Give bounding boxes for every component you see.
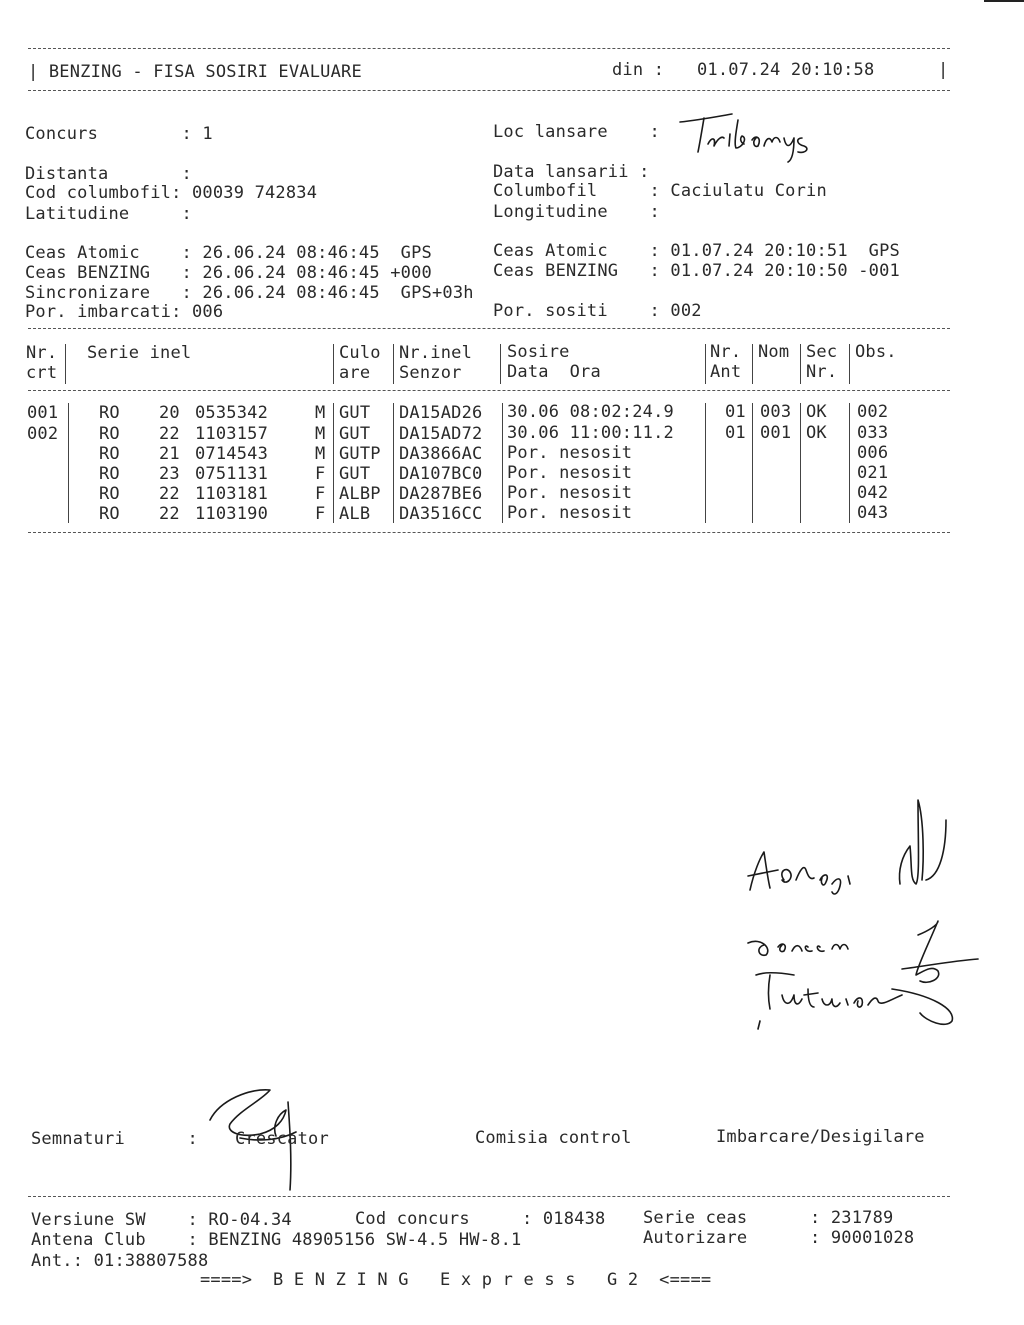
serie-ceas: Serie ceas : 231789 [643,1208,894,1228]
cell-serie: 0535342 [195,403,269,423]
cell-obs: 042 [857,483,889,503]
separator-line [28,532,950,533]
loc-lansare-field: Loc lansare : [493,122,660,142]
semnaturi-label: Semnaturi : [31,1129,198,1149]
cell-serie: 1103181 [195,484,269,504]
cell-sosire: Por. nesosit [507,443,633,463]
cell-sex: F [315,504,326,524]
document-title: | BENZING - FISA SOSIRI EVALUARE [28,62,362,82]
col-divider [393,344,394,384]
col-nr-crt-header: Nr. [26,343,58,363]
longitudine-field: Longitudine : [493,202,660,222]
ceas-atomic-start: Ceas Atomic : 26.06.24 08:46:45 GPS [25,243,432,263]
cell-nom: 001 [760,423,792,443]
cod-concurs: Cod concurs : 018438 [355,1209,606,1229]
cell-tara: RO [99,403,120,423]
cell-senzor: DA287BE6 [399,484,483,504]
comisia-control-label: Comisia control [475,1128,632,1148]
cell-sosire: Por. nesosit [507,463,633,483]
latitudine-field: Latitudine : [25,204,192,224]
col-nr-crt-header-2: crt [26,363,58,383]
separator-line [28,328,950,329]
col-divider [502,403,503,523]
col-sec-header-2: Nr. [806,362,838,382]
col-nom-header: Nom [758,342,790,362]
cell-tara: RO [99,484,120,504]
din-label: din : [612,60,665,80]
sincronizare-field: Sincronizare : 26.06.24 08:46:45 GPS+03h [25,283,474,303]
col-culoare-header: Culo [339,343,381,363]
col-divider [68,403,69,523]
cell-an: 21 [159,444,180,464]
col-divider [705,344,706,384]
signature-commission-1 [740,780,960,900]
col-divider [333,403,334,523]
cell-crt: 001 [27,403,59,423]
cell-culoare: ALB [339,504,371,524]
cell-serie: 1103157 [195,424,269,444]
cell-sosire: Por. nesosit [507,483,633,503]
cell-ant: 01 [725,423,746,443]
col-obs-header: Obs. [855,342,897,362]
porumbei-imbarcati: Por. imbarcati: 006 [25,302,224,322]
col-culoare-header-2: are [339,363,371,383]
cell-obs: 021 [857,463,889,483]
cell-an: 22 [159,424,180,444]
antena-club: Antena Club : BENZING 48905156 SW-4.5 HW-8.1 [31,1230,522,1250]
cell-obs: 043 [857,503,889,523]
cell-senzor: DA15AD72 [399,424,483,444]
porumbei-sositi: Por. sositi : 002 [493,301,702,321]
cell-sex: M [315,444,326,464]
ceas-benzing-start: Ceas BENZING : 26.06.24 08:46:45 +000 [25,263,432,283]
handwritten-loc-lansare [670,108,830,168]
scan-edge-mark [984,0,1024,2]
imbarcare-label: Imbarcare/Desigilare [716,1127,925,1147]
cell-tara: RO [99,444,120,464]
separator-line [28,90,950,91]
cell-sosire: 30.06 08:02:24.9 [507,402,674,422]
col-divider [705,403,706,523]
header-right-bar: | [938,60,949,80]
cell-sex: F [315,484,326,504]
antena-id: Ant.: 01:38807588 [31,1251,209,1271]
cell-ant: 01 [725,402,746,422]
ceas-atomic-end: Ceas Atomic : 01.07.24 20:10:51 GPS [493,241,900,261]
autorizare: Autorizare : 90001028 [643,1228,915,1248]
cell-obs: 006 [857,443,889,463]
benzing-brand-line: ====> B E N Z I N G E x p r e s s G 2 <==== [200,1270,712,1290]
cell-sec: OK [806,402,827,422]
cell-sec: OK [806,423,827,443]
cell-tara: RO [99,504,120,524]
cell-crt: 002 [27,424,59,444]
cell-obs: 002 [857,402,889,422]
col-divider [800,344,801,384]
cell-sosire: 30.06 11:00:11.2 [507,423,674,443]
col-ant-header-2: Ant [710,362,742,382]
cell-tara: RO [99,464,120,484]
col-divider [849,344,850,384]
separator-line [28,48,950,49]
cell-an: 23 [159,464,180,484]
col-divider [333,344,334,384]
cell-senzor: DA3866AC [399,444,483,464]
cell-culoare: GUT [339,424,371,444]
col-senzor-header: Nr.inel [399,343,473,363]
cell-serie: 0714543 [195,444,269,464]
columbofil-field: Columbofil : Caciulatu Corin [493,181,827,201]
col-serie-header: Serie inel [87,343,192,363]
col-sec-header: Sec [806,342,838,362]
col-divider [752,403,753,523]
concurs-field: Concurs : 1 [25,124,213,144]
cell-culoare: GUTP [339,444,381,464]
col-divider [800,403,801,523]
signature-commission-2 [742,925,982,1045]
cell-culoare: GUT [339,464,371,484]
cell-culoare: GUT [339,403,371,423]
ceas-benzing-end: Ceas BENZING : 01.07.24 20:10:50 -001 [493,261,900,281]
distanta-field: Distanta : [25,164,192,184]
cell-nom: 003 [760,402,792,422]
cell-senzor: DA15AD26 [399,403,483,423]
col-divider [500,344,501,384]
cell-senzor: DA3516CC [399,504,483,524]
col-ant-header: Nr. [710,342,742,362]
cell-an: 20 [159,403,180,423]
cell-sex: F [315,464,326,484]
print-datetime: 01.07.24 20:10:58 [697,60,875,80]
col-divider [849,403,850,523]
col-divider [752,344,753,384]
cell-senzor: DA107BC0 [399,464,483,484]
col-sosire-header-2: Data Ora [507,362,601,382]
cell-an: 22 [159,484,180,504]
col-divider [393,403,394,523]
cell-tara: RO [99,424,120,444]
cell-serie: 1103190 [195,504,269,524]
cod-columbofil-field: Cod columbofil: 00039 742834 [25,183,318,203]
cell-sex: M [315,424,326,444]
crescator-label: Crescator [235,1129,329,1149]
data-lansarii-field: Data lansarii : [493,162,650,182]
separator-line [28,390,950,391]
cell-culoare: ALBP [339,484,381,504]
cell-sex: M [315,403,326,423]
cell-an: 22 [159,504,180,524]
col-divider [65,344,66,384]
cell-serie: 0751131 [195,464,269,484]
cell-sosire: Por. nesosit [507,503,633,523]
separator-line [28,1196,950,1197]
cell-obs: 033 [857,423,889,443]
versiune-sw: Versiune SW : RO-04.34 [31,1210,292,1230]
col-sosire-header: Sosire [507,342,570,362]
col-senzor-header-2: Senzor [399,363,462,383]
